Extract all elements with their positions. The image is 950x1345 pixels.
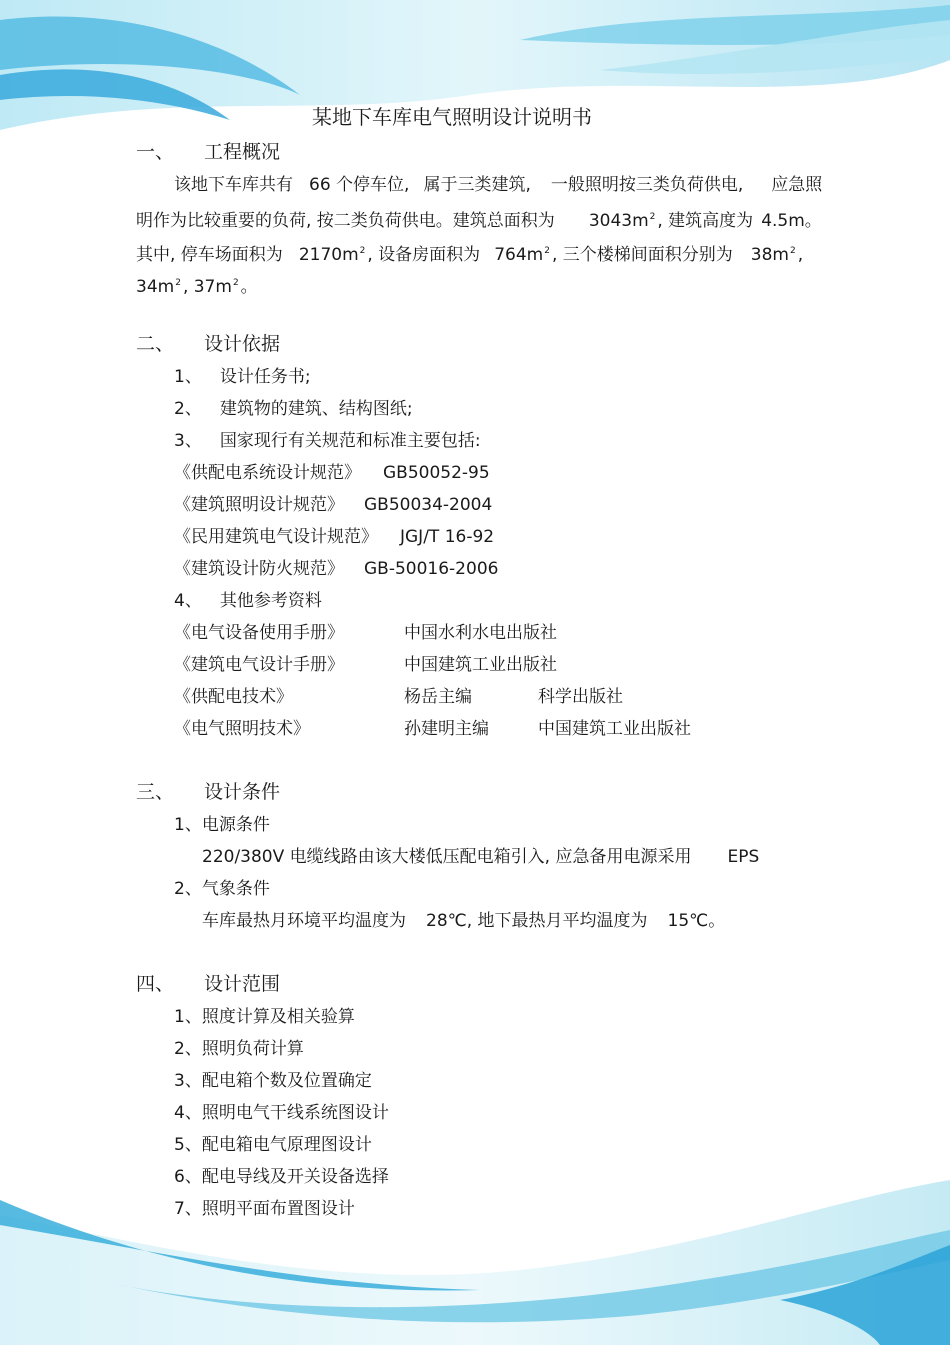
section-4-number: 四、: [136, 973, 175, 995]
section-1-heading: [136, 141, 280, 163]
list-item: 1、 设计任务书;: [174, 367, 311, 387]
list-item: 2、 建筑物的建筑、结构图纸;: [174, 399, 413, 419]
section-4-title: 设计范围: [204, 973, 281, 995]
document-page: 某地下车库电气照明设计说明书 一、 工程概况 该地下车库共有 66 个停车位, 属于三类建筑, 一般照明按三类负荷供电, 应急照 明作为比较重要的负荷, 按二类负荷供电。建筑总面积为 $3043m^2$ , 建筑高度为 4.5m。 其中, 停车场面积为 $2170m^2$ , 设备房面积为 $764m^2$ , 三个楼梯间面积分别为 $38m^2$ , $34m^2$ , $37m^2$ 。 二、 设计依据 1、 设计任务书; 2、 建筑物的建筑、结构图纸; 3、 国家现行有关规范和标准主要包括: 《供配电系统设计规范》 GB50052-95 《建筑照明设计规范》 GB50034-2004 《民用建筑电气设计规范》 JGJ/T 16-92 《建筑设计防火规范》 GB-50016-2006 4、 其他参考资料 《电气设备使用手册》 中国水利水电出版社 《建筑电气设计手册》 中国建筑工业出版社 《供配电技术》 杨岳主编 科学出版社 《电气照明技术》 孙建明主编 中国建筑工业出版社 三、 设计条件 1、电源条件 220/380V 电缆线路由该大楼低压配电箱引入, 应急备用电源采用 EPS 2、气象条件 车库最热月环境平均温度为 28℃, 地下最热月平均温度为 15℃。 四、 设计范围 1、照度计算及相关验算 2、照明负荷计算 3、配电箱个数及位置确定 4、照明电气干线系统图设计 5、配电箱电气原理图设计 6、配电导线及开关设备选择 7、照明平面布置图设计: [136, 105, 823, 1219]
section-1-para-line-3: 其中, 停车场面积为 $2170m^2$ , 设备房面积为 $764m^2$ , 三个楼梯间面积分别为 $38m^2$ ,: [136, 245, 804, 265]
list-item: 4、照明电气干线系统图设计: [174, 1103, 389, 1123]
list-item: 3、配电箱个数及位置确定: [174, 1071, 372, 1091]
document-title: 某地下车库电气照明设计说明书: [312, 105, 592, 129]
list-item: 6、配电导线及开关设备选择: [174, 1167, 389, 1187]
list-item: 5、配电箱电气原理图设计: [174, 1135, 372, 1155]
standard-row: 《民用建筑电气设计规范》 JGJ/T 16-92: [174, 527, 495, 547]
list-item: 3、 国家现行有关规范和标准主要包括:: [174, 431, 481, 451]
condition-label: 1、电源条件: [174, 815, 270, 835]
condition-label: 2、气象条件: [174, 879, 270, 899]
section-1-para-line-4: $34m^2$ , $37m^2$ 。: [136, 277, 258, 297]
section-1-title: 工程概况: [204, 141, 281, 163]
section-1-number: 一、: [136, 141, 175, 163]
condition-text: 220/380V 电缆线路由该大楼低压配电箱引入, 应急备用电源采用 EPS: [202, 847, 760, 867]
standard-row: 《建筑设计防火规范》 GB-50016-2006: [174, 559, 499, 579]
section-4-heading: [136, 973, 280, 995]
section-3-heading: [136, 781, 280, 803]
section-2-heading: [136, 333, 280, 355]
list-item: 2、照明负荷计算: [174, 1039, 304, 1059]
section-1-para-line-2: 明作为比较重要的负荷, 按二类负荷供电。建筑总面积为 $3043m^2$ , 建筑高度为 4.5m。: [136, 211, 822, 231]
section-2-number: 二、: [136, 333, 175, 355]
list-item: 7、照明平面布置图设计: [174, 1199, 355, 1219]
section-3-title: 设计条件: [204, 781, 281, 803]
standard-row: 《建筑照明设计规范》 GB50034-2004: [174, 495, 493, 515]
list-item: 1、照度计算及相关验算: [174, 1007, 355, 1027]
section-2-title: 设计依据: [204, 333, 281, 355]
list-item: 4、 其他参考资料: [174, 591, 322, 611]
section-3-number: 三、: [136, 781, 175, 803]
condition-text: 车库最热月环境平均温度为 28℃, 地下最热月平均温度为 15℃。: [202, 911, 726, 931]
standard-row: 《供配电系统设计规范》 GB50052-95: [174, 463, 490, 483]
section-1-para-line-1: 该地下车库共有 66 个停车位, 属于三类建筑, 一般照明按三类负荷供电, 应急照: [174, 175, 823, 195]
